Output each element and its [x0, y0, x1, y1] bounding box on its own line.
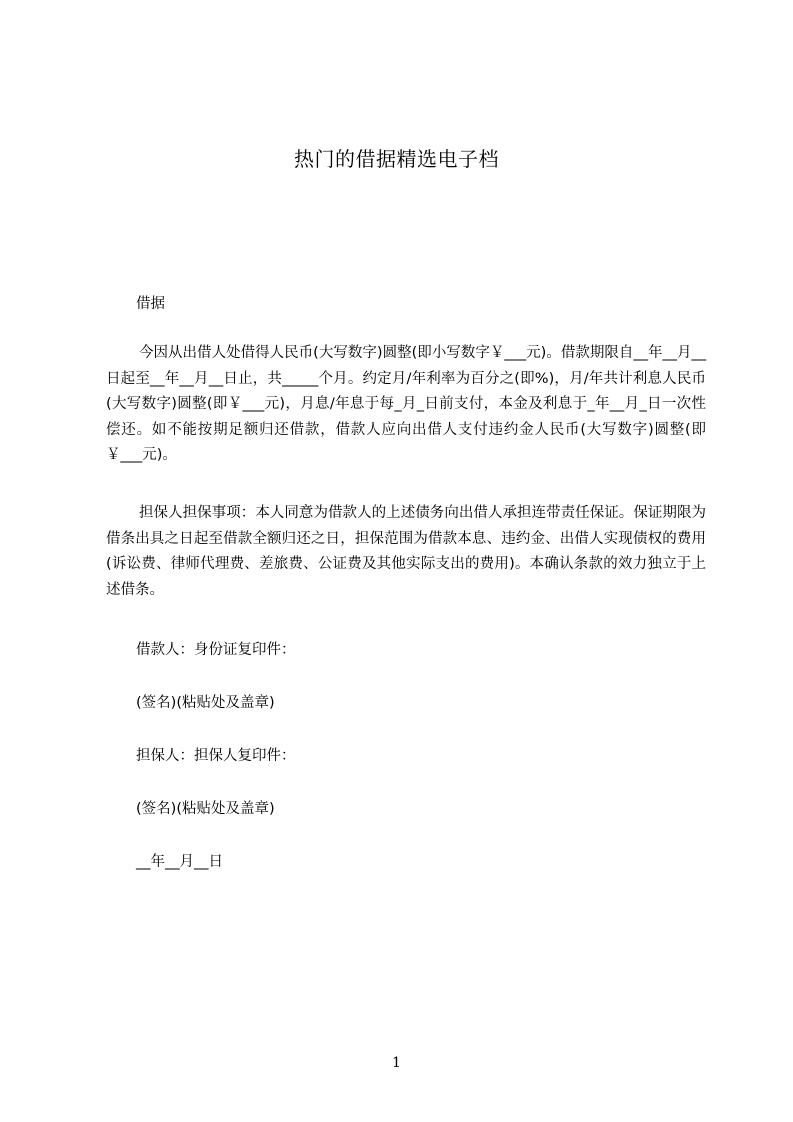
page-number: 1	[392, 1055, 401, 1071]
borrower-signature-line: (签名)(粘贴处及盖章)	[136, 695, 275, 711]
guarantee-paragraph: 担保人担保事项：本人同意为借款人的上述债务向出借人承担连带责任保证。保证期限为借条出具之日起至借款全额归还之日，担保范围为借款本息、违约金、出借人实现债权的费用(诉讼费、律师代理费、差旅费、公证费及其他实际支出的费用)。本确认条款的效力独立于上述借条。	[106, 505, 706, 598]
guarantor-line: 担保人：担保人复印件：	[136, 748, 296, 764]
loan-terms-paragraph: 今因从出借人处借得人民币(大写数字)圆整(即小写数字￥___元)。借款期限自__年__月__日起至__年__月__日止，共_____个月。约定月/年利率为百分之(即%)，月/年共计利息人民币(大写数字)圆整(即￥___元)，月息/年息于每_月_日前支付，本金及利息于_年__月_日一次性偿还。如不能按期足额归还借款，借款人应向出借人支付违约金人民币(大写数字)圆整(即￥___元)。	[106, 345, 706, 463]
date-line: __年__月__日	[136, 854, 223, 870]
document-title: 热门的借据精选电子档	[294, 147, 499, 171]
section-heading: 借据	[136, 296, 165, 312]
guarantor-signature-line: (签名)(粘贴处及盖章)	[136, 801, 275, 817]
borrower-line: 借款人：身份证复印件：	[136, 642, 296, 658]
